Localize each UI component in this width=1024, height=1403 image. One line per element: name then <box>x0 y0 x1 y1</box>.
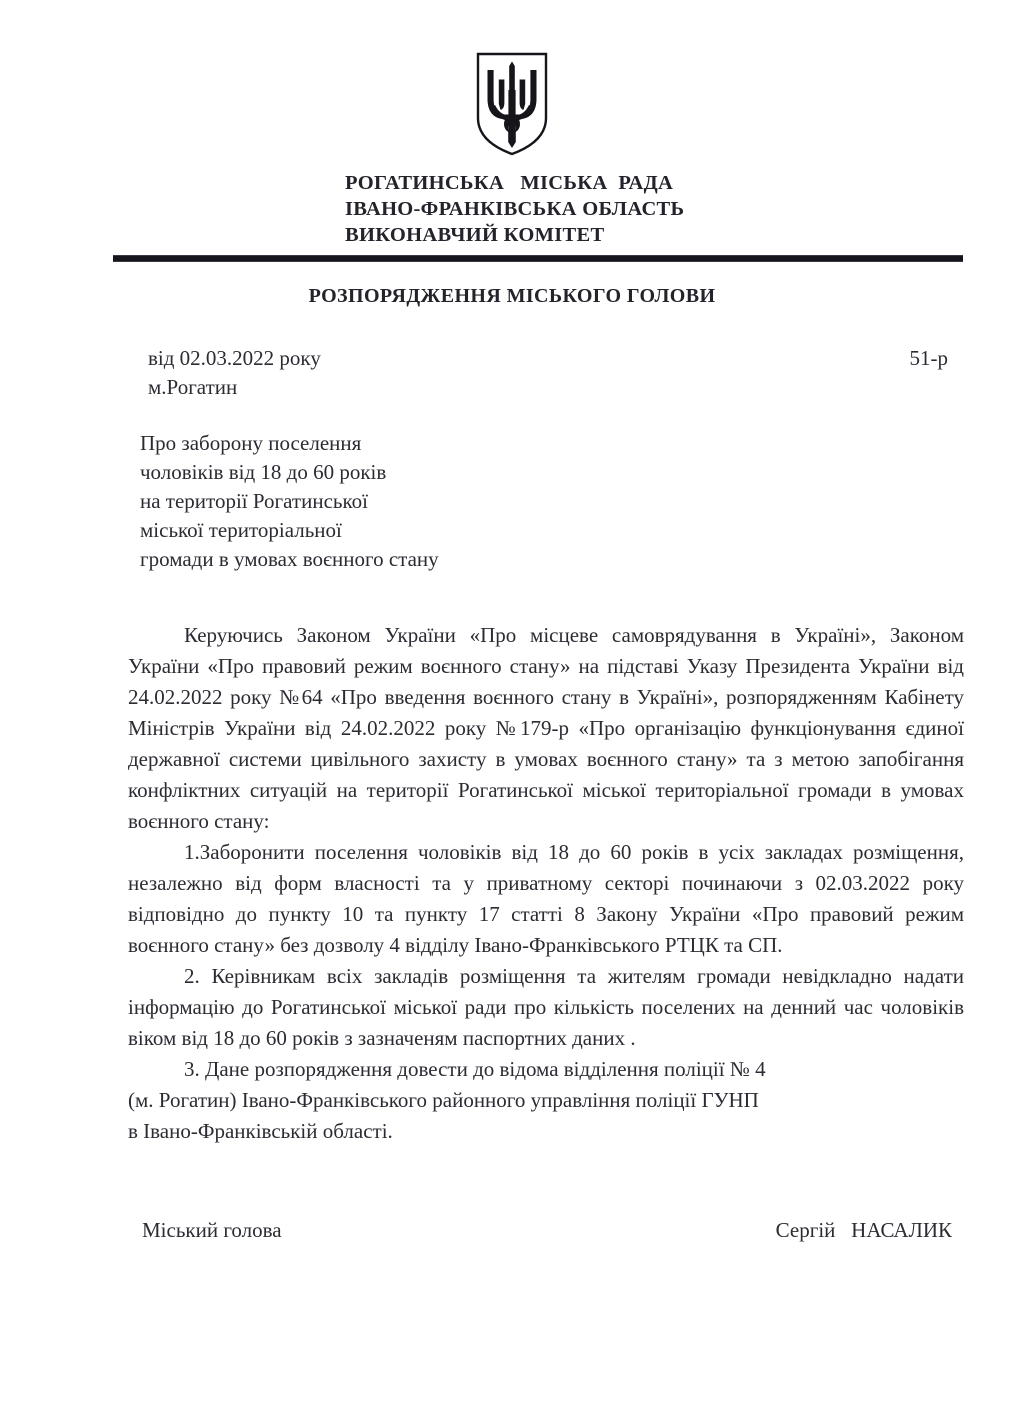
letterhead-line-oblast: ІВАНО-ФРАНКІВСЬКА ОБЛАСТЬ <box>345 198 685 220</box>
body-item-3-line-1: 3. Дане розпорядження довести до відома відділення поліції № 4 <box>184 1057 766 1081</box>
signature-block <box>142 1216 952 1245</box>
meta-date-row <box>148 344 948 373</box>
document-city: м.Рогатин <box>148 375 238 399</box>
body-item-1: 1.Заборонити поселення чоловіків від 18 до 60 років в усіх закладах розміщення, незалежно від форм власності та у приватному секторі починаючи з 02.03.2022 року відповідно до пункту 10 та пункту 17 статті 8 Закону України «Про правовий режим воєнного стану» без дозволу 4 відділу Івано-Франківського РТЦК та СП. <box>128 840 964 957</box>
document-number: 51-р <box>909 346 948 370</box>
subject-line: чоловіків від 18 до 60 років <box>140 460 387 484</box>
document-date: від 02.03.2022 року <box>148 346 321 370</box>
body-preamble: Керуючись Законом України «Про місцеве самоврядування в Україні», Законом України «Про правовий режим воєнного стану» на підставі Указу Президента України від 24.02.2022 року №64 «Про введення воєнного стану в Україні», розпорядженням Кабінету Міністрів України від 24.02.2022 року №179-р «Про організацію функціонування єдиної державної системи цивільного захисту в умовах воєнного стану» та з метою запобігання конфліктних ситуацій на території Рогатинської міської територіальної громади в умовах воєнного стану: <box>128 623 964 833</box>
document-subject <box>140 429 660 574</box>
subject-line: Про заборону поселення <box>140 431 362 455</box>
header-divider <box>113 255 963 262</box>
body-item-3-line-2: (м. Рогатин) Івано-Франківського районного управління поліції ГУНП <box>128 1088 759 1112</box>
letterhead <box>345 170 965 248</box>
body-item-2: 2. Керівникам всіх закладів розміщення та жителям громади невідкладно надати інформацію до Рогатинської міської ради про кількість поселених на денний час чоловіків віком від 18 до 60 років з зазначеням паспортних даних . <box>128 964 964 1050</box>
document-body <box>128 620 964 1147</box>
emblem-container <box>0 52 1024 156</box>
subject-line: на території Рогатинської <box>140 489 368 513</box>
letterhead-line-council: РОГАТИНСЬКА МІСЬКА РАДА <box>345 172 674 194</box>
letterhead-line-committee: ВИКОНАВЧИЙ КОМІТЕТ <box>345 224 605 246</box>
ukraine-trident-coat-of-arms-icon <box>475 52 549 156</box>
signature-role: Міський голова <box>142 1218 282 1242</box>
signature-name: Сергій НАСАЛИК <box>775 1218 952 1242</box>
document-meta <box>148 344 948 402</box>
subject-line: громади в умовах воєнного стану <box>140 547 439 571</box>
document-kind-title: РОЗПОРЯДЖЕННЯ МІСЬКОГО ГОЛОВИ <box>308 285 716 307</box>
body-item-3-line-3: в Івано-Франківській області. <box>128 1119 393 1143</box>
subject-line: міської територіальної <box>140 518 342 542</box>
meta-city-row <box>148 373 948 402</box>
